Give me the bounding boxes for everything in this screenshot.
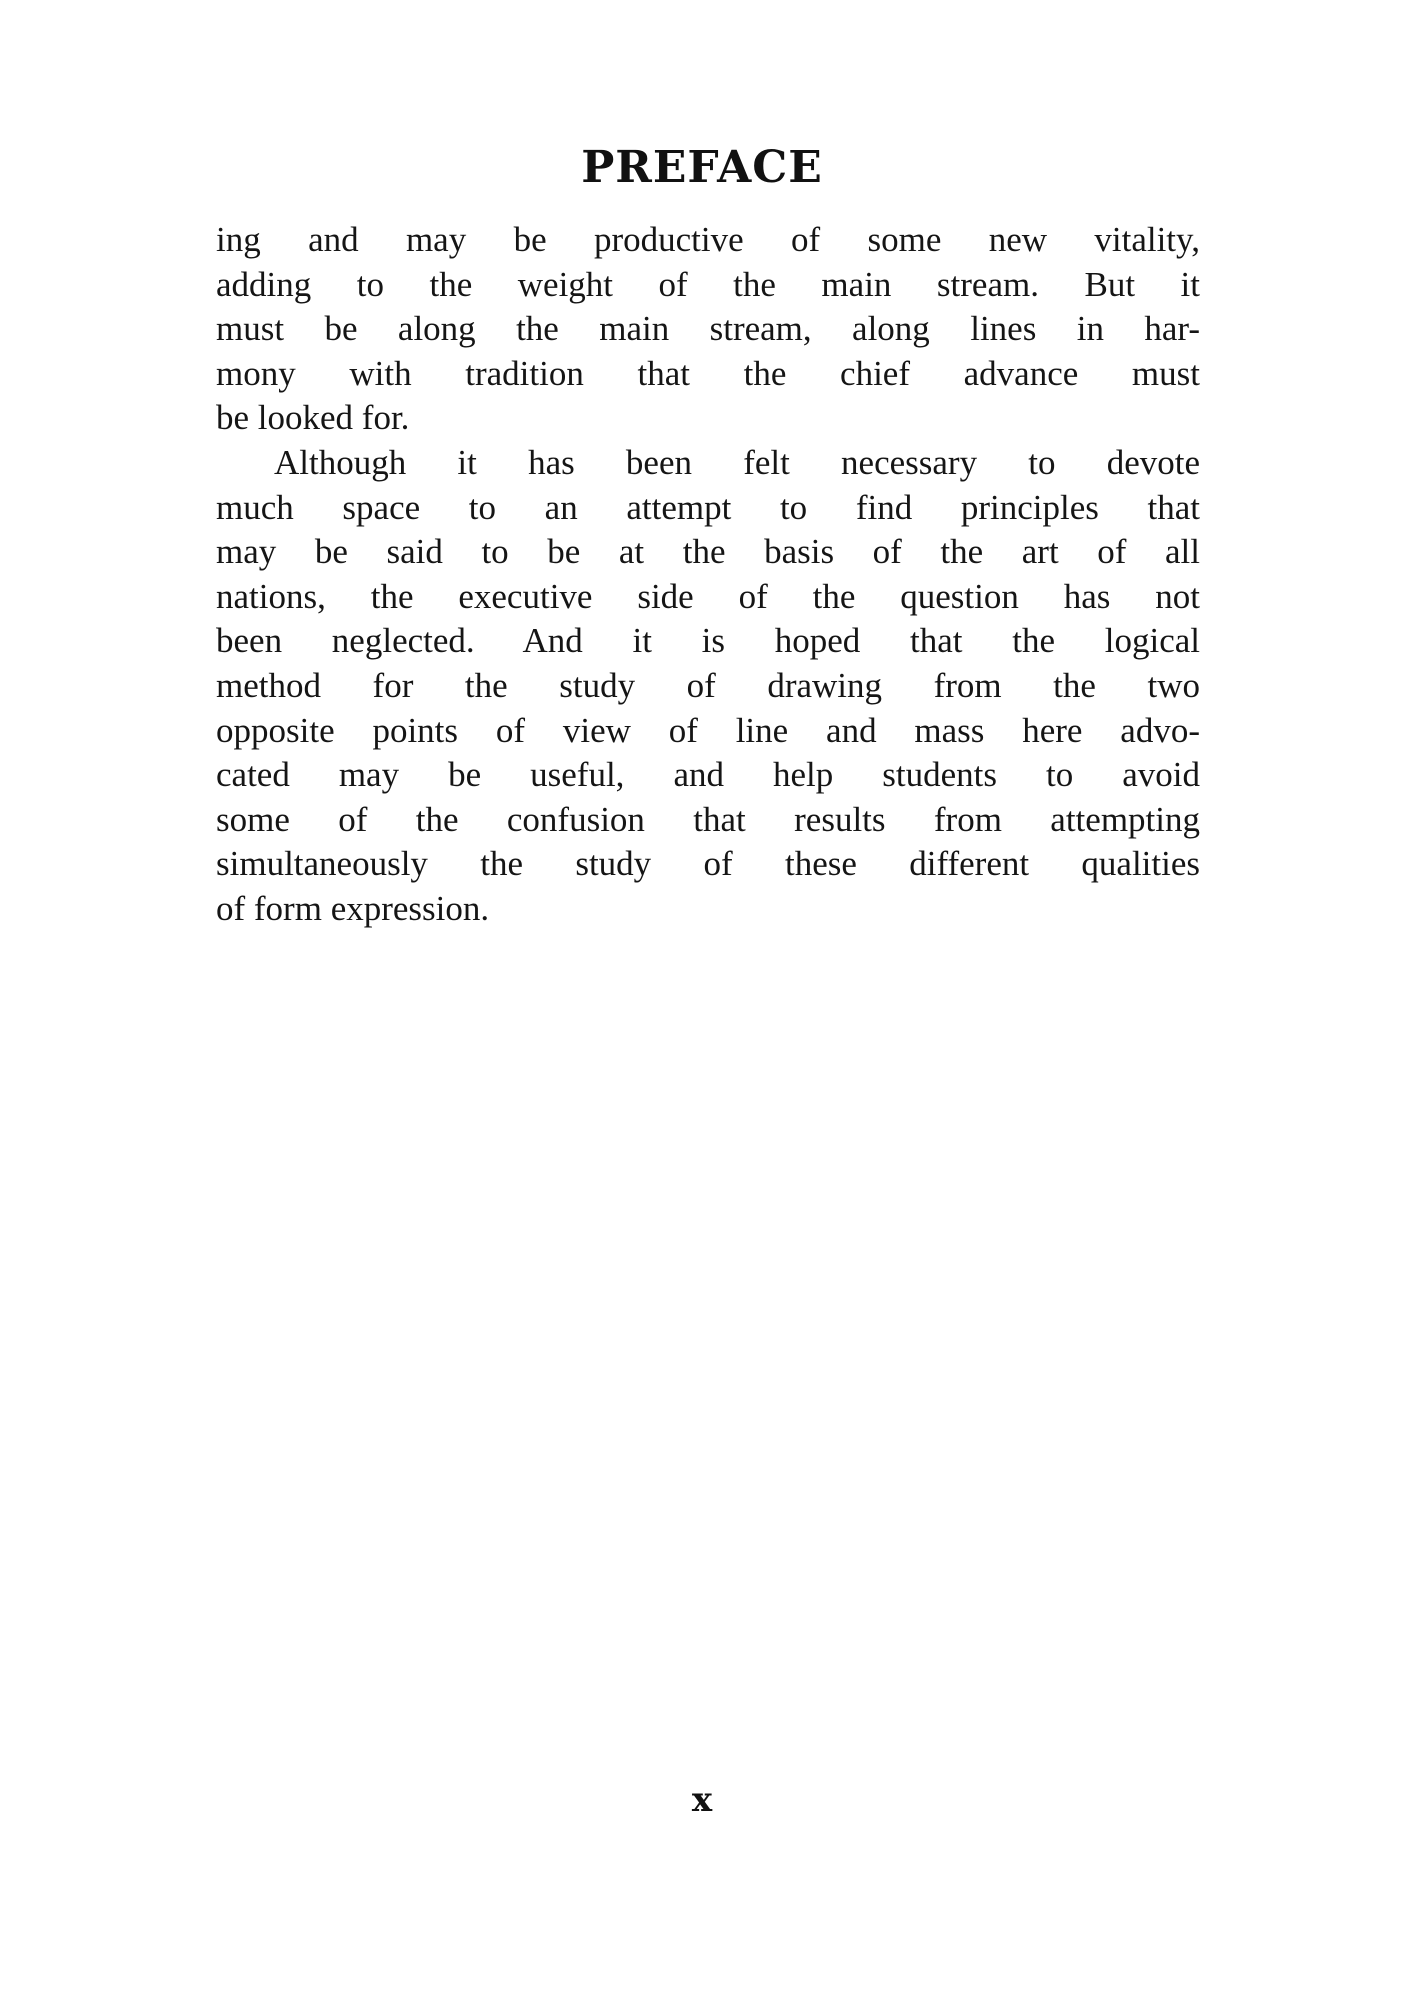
body-text: [216, 218, 1200, 932]
paragraph-continued: [216, 218, 1200, 441]
text-line: of form expression.: [216, 888, 490, 928]
text-line: adding to the weight of the main stream. But it: [216, 264, 1200, 304]
text-line: Although it has been felt necessary to devote: [274, 442, 1200, 482]
text-line: may be said to be at the basis of the art of all: [216, 532, 1200, 572]
text-line: ing and may be productive of some new vitality,: [216, 220, 1200, 259]
page-heading: PREFACE: [581, 142, 823, 193]
page-number: x: [691, 1780, 713, 1820]
text-line: much space to an attempt to find principles that: [216, 487, 1200, 527]
text-line: simultaneously the study of these different qualities: [216, 844, 1200, 884]
text-line: some of the confusion that results from attempting: [216, 799, 1200, 839]
text-line: been neglected. And it is hoped that the logical: [216, 621, 1200, 661]
text-line: nations, the executive side of the question has not: [216, 576, 1200, 616]
text-line: opposite points of view of line and mass here advo-: [216, 710, 1200, 750]
text-line: method for the study of drawing from the two: [216, 665, 1200, 705]
text-line: cated may be useful, and help students to avoid: [216, 755, 1200, 795]
text-line: mony with tradition that the chief advance must: [216, 353, 1200, 393]
text-line: must be along the main stream, along lines in har-: [216, 309, 1200, 349]
text-line: be looked for.: [216, 398, 410, 438]
paragraph-although: [216, 441, 1200, 932]
